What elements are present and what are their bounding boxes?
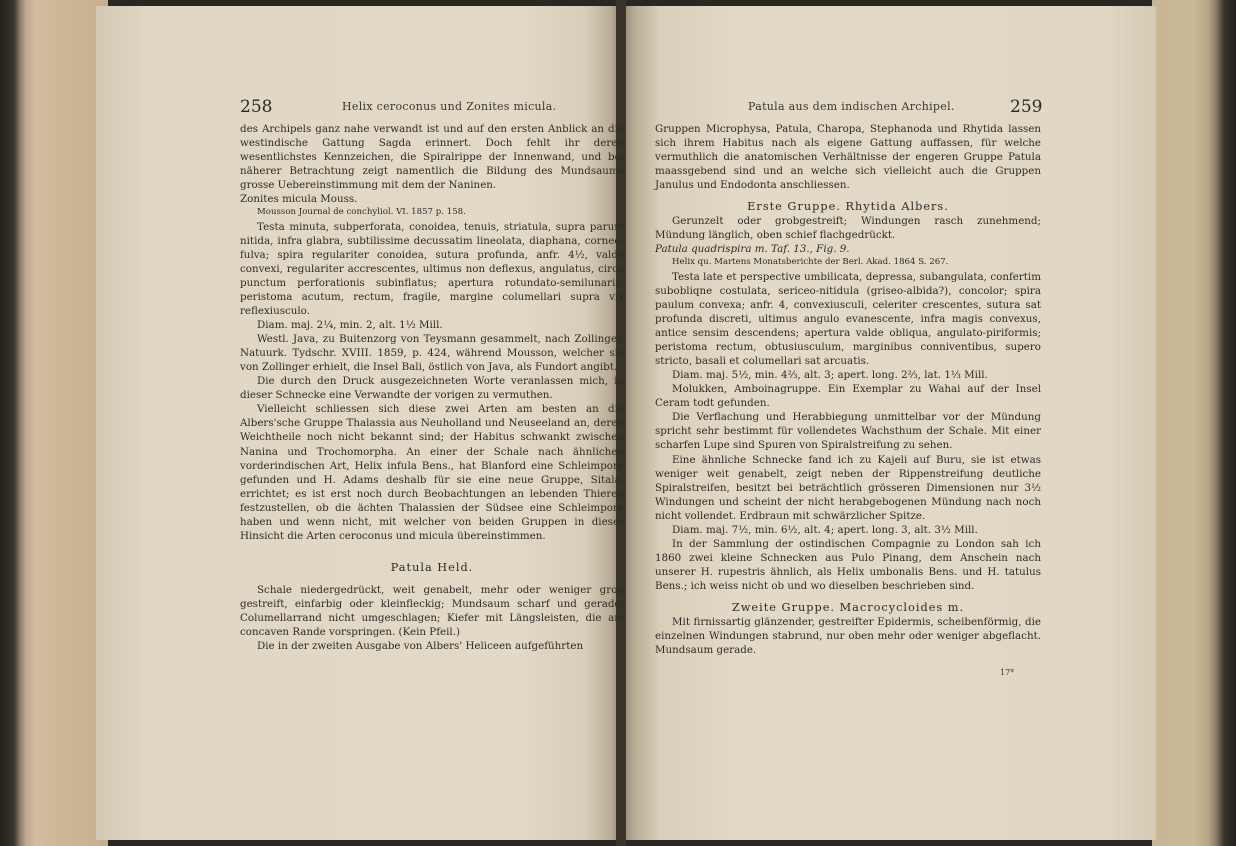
species-heading: Patula quadrispira m. Taf. 13., Fig. 9.: [655, 243, 850, 256]
paragraph: In der Sammlung der ostindischen Compagnie zu London sah ich 1860 zwei kleine Schnecken aus Pulo Pinang, dem Anschein nach unserer H. rupestris ähnlich, als Helix umbonalis Bens. und H. tatulus Bens.; ich weiss nicht ob und wo dieselben beschrieben sind.: [655, 537, 1041, 592]
left-page-text: [240, 122, 624, 653]
section-heading: Patula Held.: [390, 560, 474, 574]
paragraph: Mit firnissartig glänzender, gestreifter Epidermis, scheibenförmig, die einzelnen Windungen stabrund, nur oben mehr oder weniger abgeflacht. Mundsaum gerade.: [655, 616, 1041, 657]
book-edge-right: [1152, 0, 1236, 846]
left-running-head: Helix ceroconus und Zonites micula.: [342, 100, 557, 113]
right-running-head: Patula aus dem indischen Archipel.: [748, 100, 955, 113]
latin-description: Testa late et perspective umbilicata, depressa, subangulata, confertim subobliqne costulata, sericeo-nitidula (griseo-albida?), concolor; spira paulum convexa; anfr. 4, convexiusculi, celeriter crescentes, sutura sat profunda discreti, ultimus angulo evanescente, infra magis convexus, antice sensim descendens; apertura valde obliqua, angulato-piriformis; peristoma rectum, obtusiusculum, marginibus conniventibus, supero stricto, basali et columellari sat arcuatis.: [655, 270, 1041, 368]
measurements: Diam. maj. 5½, min. 4⅔, alt. 3; apert. long. 2⅔, lat. 1⅓ Mill.: [672, 369, 988, 382]
latin-description: Testa minuta, subperforata, conoidea, tenuis, striatula, supra parum nitida, infra glabra, subtilissime decussatim lineolata, diaphana, corneo-fulva; spira regulariter conoidea, sutura profunda, anfr. 4½, valde convexi, regulariter accrescentes, ultimus non deflexus, angulatus, circa punctum perforationis subinflatus; apertura rotundato-semilunaris; peristoma acutum, rectum, fragile, margine columellari supra vix reflexiusculo.: [240, 220, 624, 318]
reference-line: Mousson Journal de conchyliol. VI. 1857 p. 158.: [257, 207, 466, 218]
paragraph: Gerunzelt oder grobgestreift; Windungen rasch zunehmend; Mündung länglich, oben schief flachgedrückt.: [655, 215, 1041, 242]
paragraph: Westl. Java, zu Buitenzorg von Teysmann gesammelt, nach Zollinger, Natuurk. Tydschr. XVIII. 1859, p. 424, während Mousson, welcher sie von Zollinger erhielt, die Insel Bali, östlich von Java, als Fundort angibt.: [240, 333, 624, 374]
left-page-number: 258: [240, 97, 273, 117]
measurements: Diam. maj. 2¼, min. 2, alt. 1½ Mill.: [257, 319, 443, 332]
reference-line: Helix qu. Martens Monatsberichte der Berl. Akad. 1864 S. 267.: [672, 257, 949, 268]
measurements: Diam. maj. 7½, min. 6½, alt. 4; apert. long. 3, alt. 3½ Mill.: [672, 523, 978, 536]
paragraph: Gruppen Microphysa, Patula, Charopa, Stephanoda und Rhytida lassen sich ihrem Habitus nach als eigene Gattung auffassen, für welche vermuthlich die anatomischen Verhältnisse der engeren Gruppe Patula maassgebend sind und an welche sich vielleicht auch die Gruppen Janulus und Endodonta anschliessen.: [655, 123, 1041, 192]
paragraph: Die in der zweiten Ausgabe von Albers' Heliceen aufgeführten: [257, 640, 584, 653]
book-edge-left: [0, 0, 108, 846]
paragraph: Eine ähnliche Schnecke fand ich zu Kajeli auf Buru, sie ist etwas weniger weit genabelt, zeigt neben der Rippenstreifung deutliche Spiralstreifen, besitzt bei beträchtlich grösseren Dimensionen nur 3½ Windungen und scheint der nicht herabgebogenen Mündung nach noch nicht vollendet. Erdbraun mit schwärzlicher Spitze.: [655, 453, 1041, 522]
locality: Molukken, Amboinagruppe. Ein Exemplar zu Wahai auf der Insel Ceram todt gefunden.: [655, 383, 1041, 410]
right-page-text: [655, 122, 1041, 657]
species-heading: Zonites micula Mouss.: [240, 193, 358, 206]
paragraph: Die durch den Druck ausgezeichneten Worte veranlassen mich, in dieser Schnecke eine Verwandte der vorigen zu vermuthen.: [240, 375, 624, 402]
paragraph: Schale niedergedrückt, weit genabelt, mehr oder weniger grob gestreift, einfarbig oder kleinfleckig; Mundsaum scharf und gerade; Columellarrand nicht umgeschlagen; Kiefer mit Längsleisten, die am concaven Rande vorspringen. (Kein Pfeil.): [240, 583, 624, 639]
paragraph: des Archipels ganz nahe verwandt ist und auf den ersten Anblick an die westindische Gattung Sagda erinnert. Doch fehlt ihr deren wesentlichstes Kennzeichen, die Spiralrippe der Innenwand, und bei näherer Betrachtung zeigt namentlich die Bildung des Mundsaums grosse Uebereinstimmung mit dem der Naninen.: [240, 123, 624, 192]
section-heading: Erste Gruppe. Rhytida Albers.: [747, 200, 949, 214]
right-page-number: 259: [1010, 97, 1043, 117]
signature-mark: 17*: [1000, 668, 1015, 677]
paragraph: Vielleicht schliessen sich diese zwei Arten am besten an die Albers'sche Gruppe Thalassia aus Neuholland und Neuseeland an, deren Weichtheile noch nicht bekannt sind; der Habitus schwankt zwischen Nanina und Trochomorpha. An einer der Schale nach ähnlichen vorderindischen Art, Helix infula Bens., hat Blanford eine Schleimpore gefunden und H. Adams deshalb für sie eine neue Gruppe, Sitala, errichtet; es ist erst noch durch Beobachtungen an lebenden Thieren festzustellen, ob die ächten Thalassien der Südsee eine Schleimpore haben und wenn nicht, mit welcher von beiden Gruppen in dieser Hinsicht die Arten ceroconus und micula übereinstimmen.: [240, 403, 624, 542]
section-heading: Zweite Gruppe. Macrocycloides m.: [731, 601, 965, 614]
paragraph: Die Verflachung und Herabbiegung unmittelbar vor der Mündung spricht sehr bestimmt für vollendetes Wachsthum der Schale. Mit einer scharfen Lupe sind Spuren von Spiralstreifung zu sehen.: [655, 411, 1041, 452]
